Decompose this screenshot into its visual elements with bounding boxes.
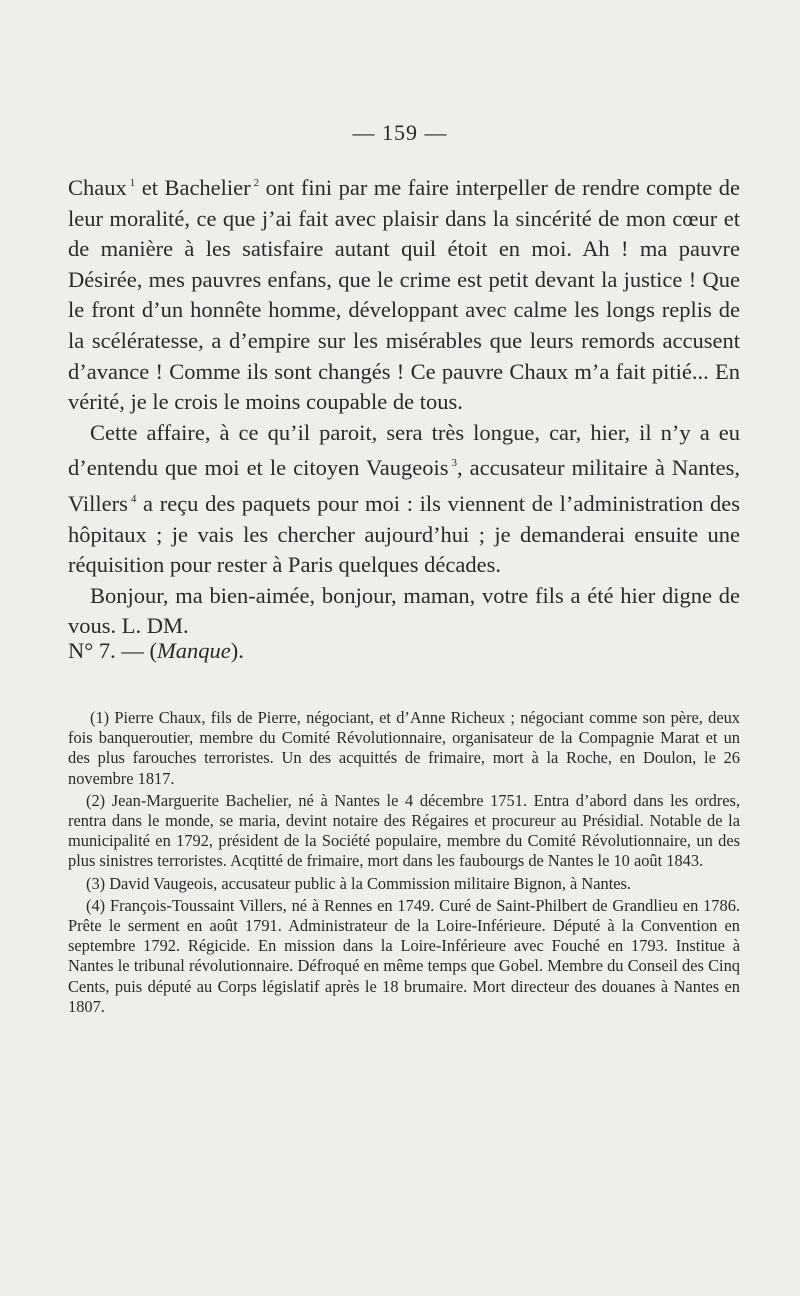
footnote-3: (3) David Vaugeois, accusateur public à la Commission militaire Bignon, à Nantes. — [86, 873, 632, 893]
footnote-ref-1: 1 — [129, 177, 136, 189]
page-number: — 159 — — [352, 120, 448, 145]
letter-missing-note: N° 7. — (Manque). — [68, 638, 244, 663]
footnote-1: (1) Pierre Chaux, fils de Pierre, négociant, et d’Anne Richeux ; négociant comme son père, deux fois banqueroutier, membre du Comité Révolutionnaire, organisateur de la Compagnie Marat et un des plus farouches terroristes. Un des acquittés de frimaire, mort à la Roche, en Doulon, le 26 novembre 1817. — [68, 708, 740, 788]
letter-paragraph-3: Bonjour, ma bien-aimée, bonjour, maman, votre fils a été hier digne de vous. L. DM. — [68, 582, 740, 639]
footnote-4: (4) François-Toussaint Villers, né à Rennes en 1749. Curé de Saint-Philbert de Grandlieu en 1786. Prête le serment en août 1791. Administrateur de la Loire-Inférieure. Député à la Convention en septembre 1792. Régicide. En mission dans la Loire-Inférieure avec Fouché en 1793. Institue à Nantes le tribunal révolutionnaire. Défroqué en même temps que Gobel. Membre du Conseil des Cinq Cents, puis député au Corps législatif après le 18 brumaire. Mort directeur des douanes à Nantes en 1807. — [68, 895, 740, 1016]
footnotes — [68, 708, 740, 1019]
letter-paragraph-2: Cette affaire, à ce qu’il paroit, sera très longue, car, hier, il n’y a eu d’entendu que moi et le citoyen Vaugeois $^3$, accusateur militaire à Nantes, Villers $^4$ a reçu des paquets pour moi : ils viennent de l’administration des hôpitaux ; je vais les chercher aujourd’hui ; je demanderai ensuite une réquisition pour rester à Paris quelques décades. — [68, 419, 740, 578]
letter-body — [68, 168, 740, 642]
footnote-ref-3: 3 — [451, 457, 457, 470]
footnote-2: (2) Jean-Marguerite Bachelier, né à Nantes le 4 décembre 1751. Entra d’abord dans les ordres, rentra dans le monde, se maria, devint notaire des Régaires et procureur au Présidial. Notable de la municipalité en 1792, président de la Société populaire, membre du Comité Révolutionnaire, un des plus sinistres terroristes. Acqtitté de frimaire, mort dans les faubourgs de Nantes le 10 août 1843. — [68, 790, 740, 871]
letter-paragraph-1: Chaux $^1$ et Bachelier $^2$ ont fini par me faire interpeller de rendre compte de leur moralité, ce que j’ai fait avec plaisir dans la sincérité de mon cœur et de manière à les satisfaire autant quil étoit en moi. Ah ! ma pauvre Désirée, mes pauvres enfans, que le crime est petit devant la justice ! Que le front d’un honnête homme, développant avec calme les longs replis de la scélératesse, a d’empire sur les misérables que leurs remords accusent d’avance ! Comme ils sont changés ! Ce pauvre Chaux m’a fait pitié... En vérité, je le crois le moins coupable de tous. — [68, 175, 741, 415]
footnote-ref-4: 4 — [130, 492, 137, 505]
footnote-ref-2: 2 — [253, 177, 260, 189]
